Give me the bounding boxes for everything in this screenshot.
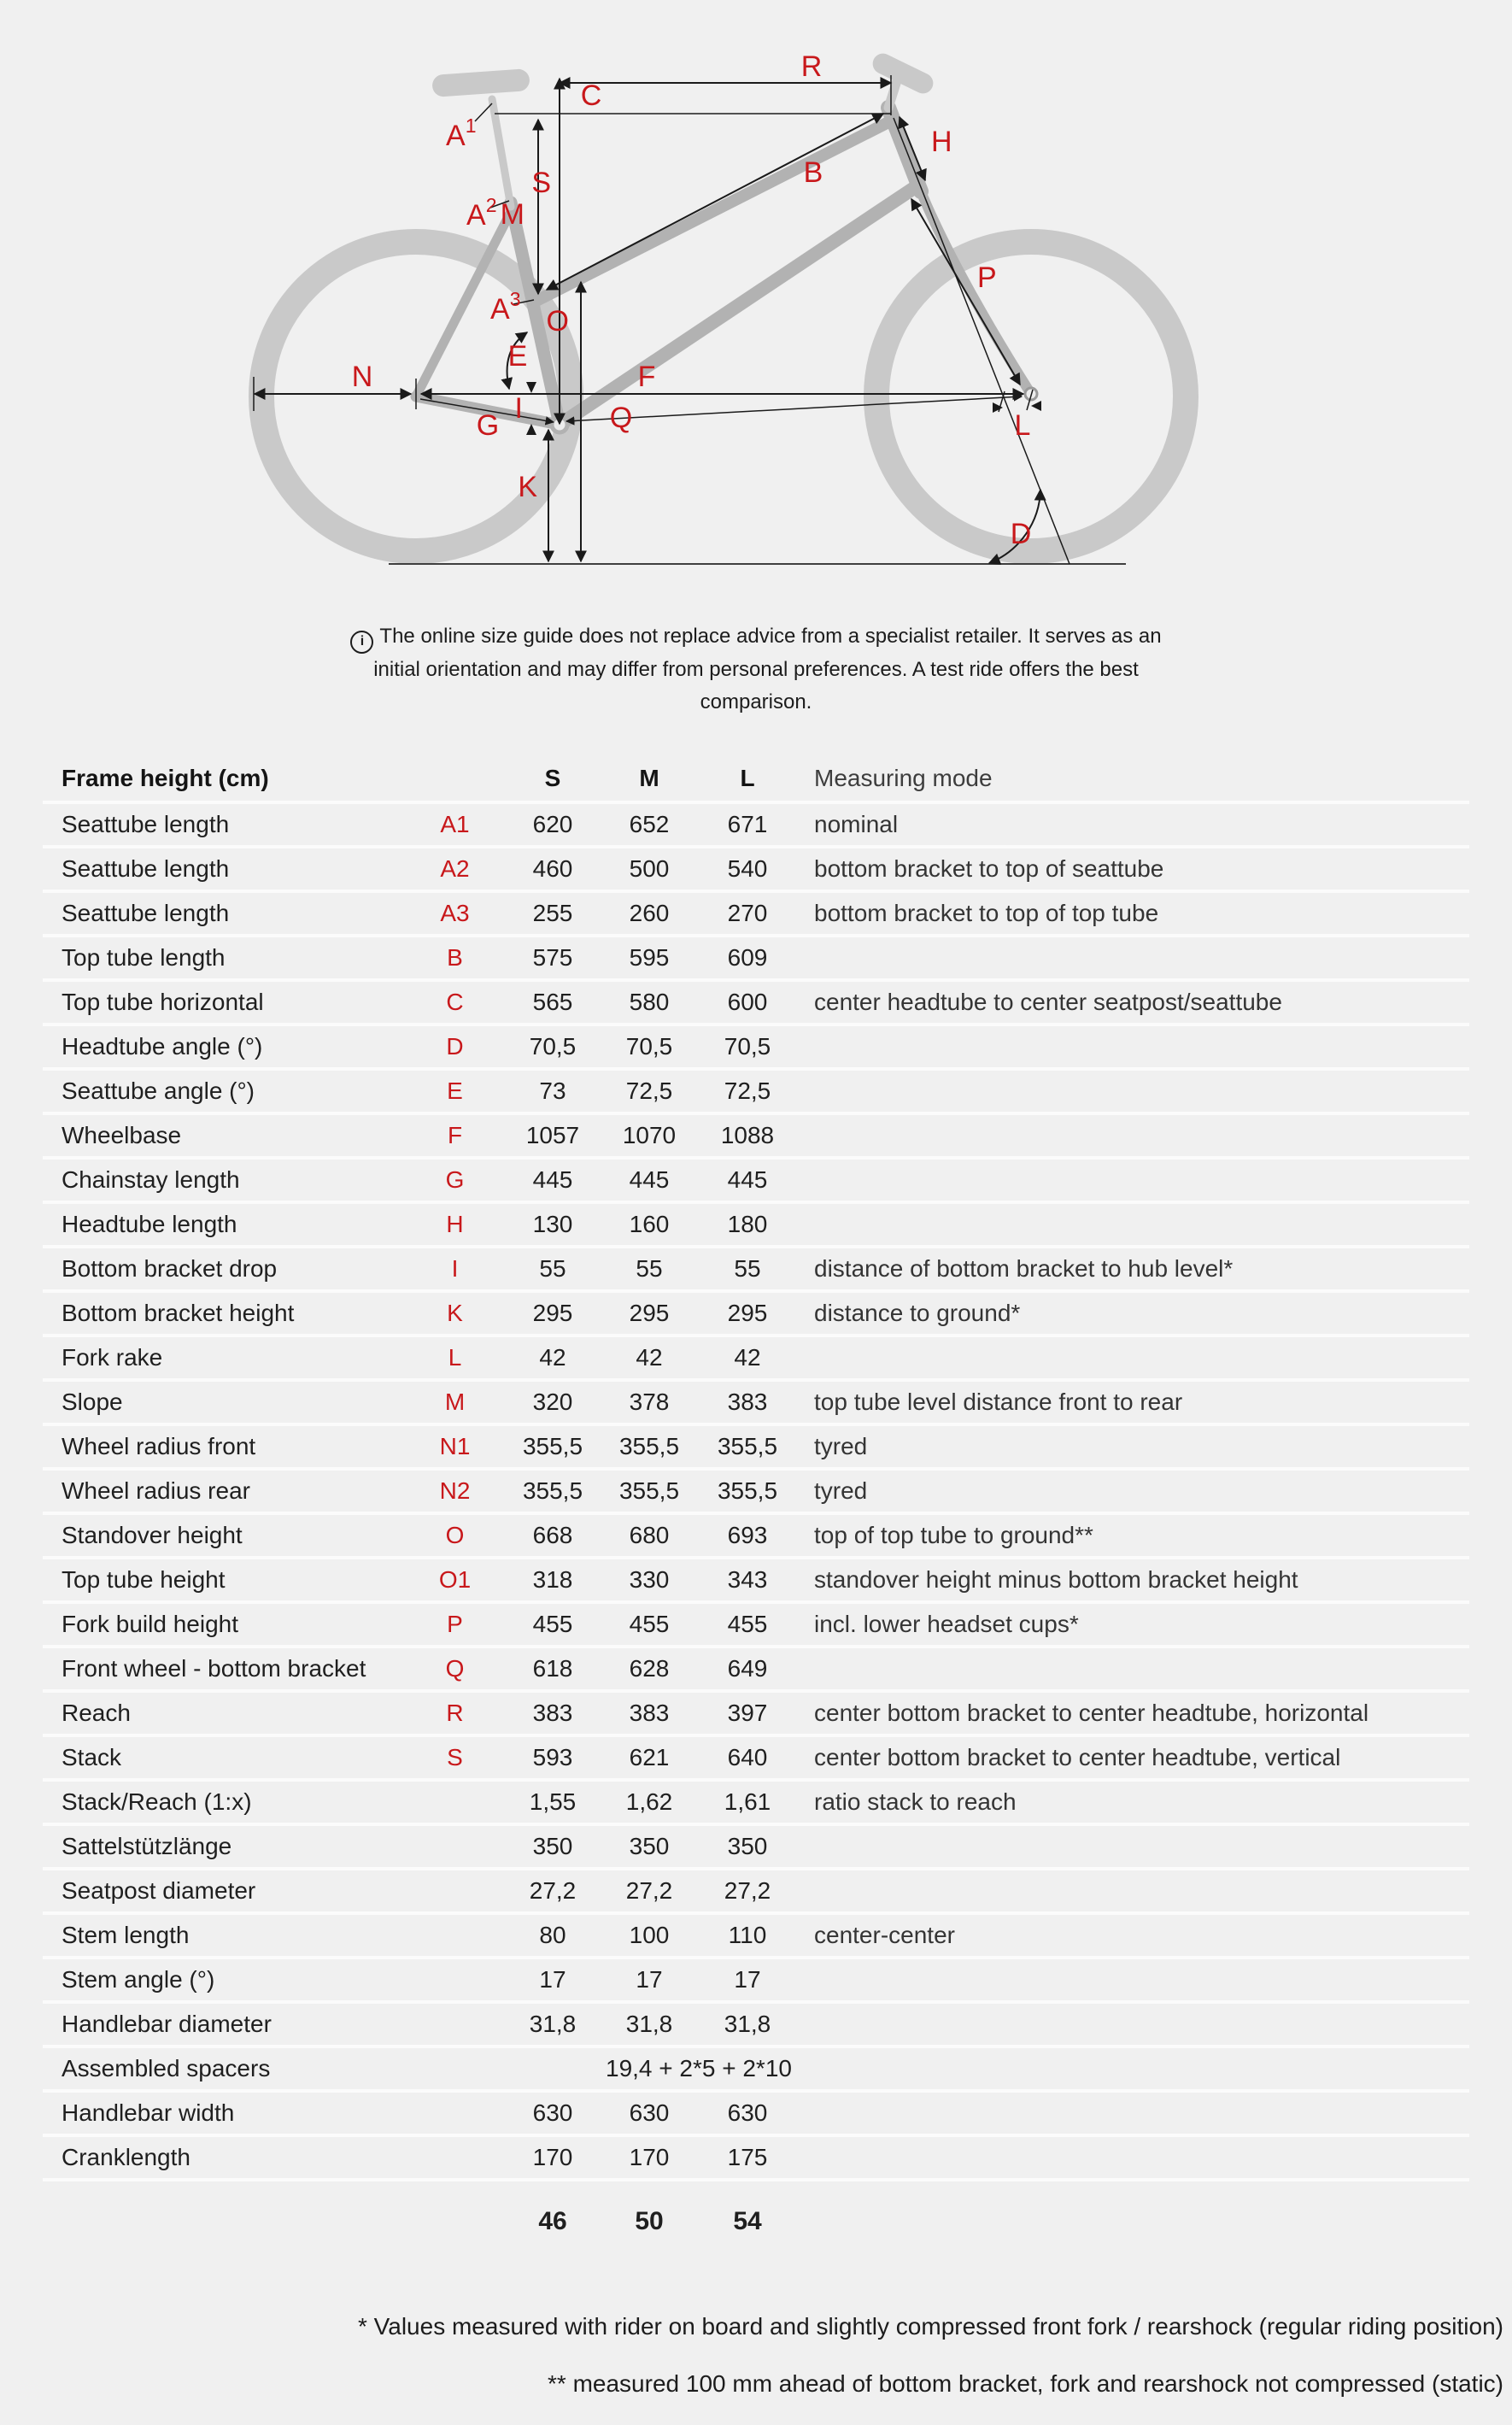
- row-value-m: 355,5: [618, 1477, 680, 1504]
- row-value-s: 17: [539, 1966, 566, 1993]
- row-value-l: 640: [727, 1744, 768, 1770]
- row-label: Front wheel - bottom bracket: [62, 1655, 366, 1682]
- row-label: Seattube length: [62, 855, 230, 882]
- seatpost: [492, 99, 511, 207]
- row-code: S: [447, 1744, 463, 1770]
- row-label: Bottom bracket height: [62, 1300, 295, 1326]
- row-code: B: [447, 944, 463, 971]
- row-label: Seattube angle (°): [62, 1077, 255, 1104]
- row-label: Top tube height: [62, 1566, 226, 1593]
- row-measuring-mode: center headtube to center seatpost/seattube: [814, 989, 1282, 1015]
- table-row: [43, 1426, 1469, 1471]
- row-value-l: 295: [727, 1300, 768, 1326]
- row-value-m: 628: [629, 1655, 670, 1682]
- row-value-m: 350: [629, 1833, 670, 1859]
- row-label: Top tube horizontal: [62, 989, 264, 1015]
- table-row: [43, 1248, 1469, 1293]
- row-value-l: 600: [727, 989, 768, 1015]
- row-code: A3: [440, 900, 470, 926]
- diagram-labels: [352, 50, 1032, 550]
- row-label: Stem length: [62, 1922, 190, 1948]
- row-value-l: 270: [727, 900, 768, 926]
- row-code: A2: [440, 855, 470, 882]
- row-code: O: [445, 1522, 465, 1548]
- diagram-label-a3: $A^3$: [490, 288, 521, 326]
- row-label: Wheel radius rear: [62, 1477, 250, 1504]
- table-row: [43, 1559, 1469, 1604]
- diagram-label-e: E: [507, 340, 528, 373]
- row-code: M: [444, 1389, 466, 1415]
- row-value-s: 355,5: [522, 1433, 583, 1459]
- diagram-label-d: D: [1010, 518, 1032, 550]
- table-row: [43, 1515, 1469, 1559]
- diagram-label-r: R: [800, 50, 823, 83]
- row-value-s: 80: [539, 1922, 566, 1948]
- row-code: F: [447, 1122, 463, 1148]
- row-value-l: 693: [727, 1522, 768, 1548]
- table-row: [43, 1959, 1469, 2004]
- row-measuring-mode: top tube level distance front to rear: [814, 1389, 1183, 1415]
- row-code: R: [446, 1700, 464, 1726]
- row-value-m: 455: [629, 1611, 670, 1637]
- row-value-m: 160: [629, 1211, 670, 1237]
- geometry-table: [43, 756, 1469, 2248]
- table-row: [43, 1915, 1469, 1959]
- row-label: Reach: [62, 1700, 131, 1726]
- row-value-s: 383: [532, 1700, 573, 1726]
- row-value-s: 170: [532, 2144, 573, 2170]
- diagram-label-o: O: [546, 305, 569, 338]
- row-label: Chainstay length: [62, 1166, 240, 1193]
- table-row: [43, 1782, 1469, 1826]
- row-value-m: 170: [629, 2144, 670, 2170]
- table-row: [43, 1204, 1469, 1248]
- header-size-m: M: [639, 765, 659, 791]
- row-measuring-mode: ratio stack to reach: [814, 1788, 1017, 1815]
- row-value-m: 355,5: [618, 1433, 680, 1459]
- row-value-s: 350: [532, 1833, 573, 1859]
- table-row: [43, 804, 1469, 848]
- row-value-l: 355,5: [717, 1433, 778, 1459]
- dim-i-arrow-down: [526, 382, 536, 393]
- table-row: [43, 1337, 1469, 1382]
- row-measuring-mode: standover height minus bottom bracket height: [814, 1566, 1298, 1593]
- info-note: [329, 620, 1183, 719]
- row-value-l: 72,5: [724, 1077, 771, 1104]
- row-label: Wheelbase: [62, 1122, 182, 1148]
- row-value-m: 680: [629, 1522, 670, 1548]
- row-code: C: [446, 989, 464, 1015]
- row-measuring-mode: incl. lower headset cups*: [814, 1611, 1079, 1637]
- footer-size-l: 54: [733, 2207, 762, 2235]
- footnotes: [0, 2298, 1512, 2412]
- diagram-label-i: I: [514, 392, 523, 425]
- row-value-l: 17: [734, 1966, 761, 1993]
- row-value-s: 42: [539, 1344, 566, 1371]
- diagram-label-q: Q: [609, 402, 633, 434]
- table-row: [43, 848, 1469, 893]
- table-row: [43, 1160, 1469, 1204]
- row-measuring-mode: top of top tube to ground**: [814, 1522, 1093, 1548]
- row-value-m: 595: [629, 944, 670, 971]
- row-measuring-mode: tyred: [814, 1433, 868, 1459]
- row-code: N1: [439, 1433, 471, 1459]
- diagram-label-c: C: [580, 79, 602, 112]
- row-value-l: 31,8: [724, 2011, 771, 2037]
- row-value-s: 620: [532, 811, 573, 837]
- row-value-l: 55: [734, 1255, 761, 1282]
- table-row: [43, 937, 1469, 982]
- dim-l-arrow-left: [1031, 401, 1041, 411]
- row-value-l: 70,5: [724, 1033, 771, 1060]
- row-value-l: 1088: [720, 1122, 775, 1148]
- row-value-m: 621: [629, 1744, 670, 1770]
- table-row: [43, 1604, 1469, 1648]
- row-value-l: 397: [727, 1700, 768, 1726]
- table-row: [43, 1737, 1469, 1782]
- header-size-s: S: [544, 765, 561, 791]
- row-value-s: 295: [532, 1300, 573, 1326]
- row-value-s: 618: [532, 1655, 573, 1682]
- row-label: Handlebar diameter: [62, 2011, 272, 2037]
- row-value-l: 27,2: [724, 1877, 771, 1904]
- header-size-l: L: [740, 765, 755, 791]
- footnote-1: * Values measured with rider on board and slightly compressed front fork / rearshock (regular riding position): [357, 2313, 1503, 2340]
- row-value-s: 565: [532, 989, 573, 1015]
- row-code: I: [451, 1255, 459, 1282]
- row-value-l: 180: [727, 1211, 768, 1237]
- dim-q: [566, 396, 1022, 421]
- row-value-l: 445: [727, 1166, 768, 1193]
- row-value-m: 31,8: [625, 2011, 673, 2037]
- row-label: Sattelstützlänge: [62, 1833, 232, 1859]
- row-label: Fork build height: [62, 1611, 239, 1637]
- row-label: Standover height: [62, 1522, 243, 1548]
- row-value-l: 649: [727, 1655, 768, 1682]
- table-row: [43, 2093, 1469, 2137]
- row-label: Top tube length: [62, 944, 226, 971]
- row-value-s: 55: [539, 1255, 566, 1282]
- row-value-m: 445: [629, 1166, 670, 1193]
- table-row: [43, 1026, 1469, 1071]
- header-measuring-mode: Measuring mode: [814, 765, 993, 791]
- row-label: Stack/Reach (1:x): [62, 1788, 252, 1815]
- row-value-m: 72,5: [625, 1077, 673, 1104]
- row-label: Cranklength: [62, 2144, 190, 2170]
- row-value-s: 255: [532, 900, 573, 926]
- row-value-m: 42: [636, 1344, 663, 1371]
- table-row: [43, 2137, 1469, 2181]
- row-value-m: 19,4 + 2*5 + 2*10: [606, 2055, 792, 2082]
- row-value-l: 671: [727, 811, 768, 837]
- diagram-label-l: L: [1014, 409, 1031, 442]
- footer-size-s: 46: [538, 2207, 567, 2235]
- diagram-label-p: P: [977, 261, 997, 294]
- row-value-m: 580: [629, 989, 670, 1015]
- row-label: Slope: [62, 1389, 123, 1415]
- table-footer-row: [43, 2195, 1469, 2248]
- row-value-m: 652: [629, 811, 670, 837]
- row-value-s: 1057: [525, 1122, 580, 1148]
- row-value-m: 55: [636, 1255, 663, 1282]
- row-value-m: 260: [629, 900, 670, 926]
- table-row: [43, 1293, 1469, 1337]
- row-value-m: 70,5: [625, 1033, 673, 1060]
- row-code: D: [446, 1033, 464, 1060]
- row-value-s: 455: [532, 1611, 573, 1637]
- row-code: P: [447, 1611, 463, 1637]
- row-code: H: [446, 1211, 464, 1237]
- row-value-l: 383: [727, 1389, 768, 1415]
- row-value-m: 100: [629, 1922, 670, 1948]
- row-value-m: 17: [636, 1966, 663, 1993]
- diagram-label-a2: $A^2$: [466, 194, 497, 232]
- row-value-s: 445: [532, 1166, 573, 1193]
- row-code: A1: [440, 811, 470, 837]
- row-code: L: [448, 1344, 462, 1371]
- table-row: [43, 2004, 1469, 2048]
- table-row: [43, 1382, 1469, 1426]
- row-value-s: 1,55: [529, 1788, 577, 1815]
- row-measuring-mode: distance of bottom bracket to hub level*: [814, 1255, 1234, 1282]
- info-icon: i: [350, 631, 373, 654]
- row-code: N2: [439, 1477, 471, 1504]
- row-value-s: 73: [539, 1077, 566, 1104]
- row-measuring-mode: tyred: [814, 1477, 868, 1504]
- row-value-s: 668: [532, 1522, 573, 1548]
- diagram-label-k: K: [518, 471, 537, 503]
- diagram-label-g: G: [476, 409, 500, 442]
- row-value-s: 70,5: [529, 1033, 577, 1060]
- row-value-m: 295: [629, 1300, 670, 1326]
- bike-geometry-diagram: [0, 0, 1512, 598]
- row-value-l: 42: [734, 1344, 761, 1371]
- row-measuring-mode: bottom bracket to top of seattube: [814, 855, 1164, 882]
- row-value-l: 1,61: [724, 1788, 771, 1815]
- table-row: [43, 1471, 1469, 1515]
- row-value-s: 575: [532, 944, 573, 971]
- row-label: Assembled spacers: [62, 2055, 271, 2082]
- table-row: [43, 1071, 1469, 1115]
- table-title: Frame height (cm): [62, 765, 269, 791]
- table-row: [43, 1826, 1469, 1870]
- saddle: [431, 68, 530, 97]
- table-row: [43, 1115, 1469, 1160]
- row-code: K: [447, 1300, 463, 1326]
- row-label: Seattube length: [62, 811, 230, 837]
- row-value-s: 460: [532, 855, 573, 882]
- row-value-s: 27,2: [529, 1877, 577, 1904]
- row-label: Bottom bracket drop: [62, 1255, 278, 1282]
- table-row: [43, 982, 1469, 1026]
- table-body: [43, 804, 1469, 2181]
- table-row: [43, 1648, 1469, 1693]
- row-value-m: 1070: [622, 1122, 677, 1148]
- row-label: Seatpost diameter: [62, 1877, 256, 1904]
- row-label: Stack: [62, 1744, 122, 1770]
- diagram-label-b: B: [803, 156, 823, 189]
- row-value-s: 630: [532, 2099, 573, 2126]
- handlebar-grip: [870, 50, 937, 97]
- row-label: Wheel radius front: [62, 1433, 256, 1459]
- row-code: Q: [445, 1655, 465, 1682]
- diagram-label-a1: $A^1$: [446, 114, 477, 152]
- diagram-label-f: F: [637, 361, 656, 393]
- row-value-l: 540: [727, 855, 768, 882]
- row-value-s: 355,5: [522, 1477, 583, 1504]
- footnote-2: ** measured 100 mm ahead of bottom bracket, fork and rearshock not compressed (static): [548, 2370, 1503, 2397]
- row-label: Handlebar width: [62, 2099, 235, 2126]
- row-label: Fork rake: [62, 1344, 163, 1371]
- row-value-m: 27,2: [625, 1877, 673, 1904]
- table-row: [43, 1870, 1469, 1915]
- row-value-l: 110: [728, 1922, 767, 1948]
- footer-size-m: 50: [635, 2207, 664, 2235]
- dim-b: [547, 114, 883, 290]
- diagram-label-s: S: [531, 167, 551, 199]
- row-code: O1: [438, 1566, 472, 1593]
- row-label: Headtube angle (°): [62, 1033, 263, 1060]
- row-value-l: 355,5: [717, 1477, 778, 1504]
- row-value-s: 593: [532, 1744, 573, 1770]
- row-value-m: 1,62: [625, 1788, 673, 1815]
- row-value-s: 130: [532, 1211, 573, 1237]
- row-measuring-mode: bottom bracket to top of top tube: [814, 900, 1159, 926]
- row-value-l: 175: [727, 2144, 768, 2170]
- diagram-label-h: H: [931, 126, 952, 158]
- row-measuring-mode: center bottom bracket to center headtube, horizontal: [814, 1700, 1369, 1726]
- row-measuring-mode: center-center: [814, 1922, 955, 1948]
- row-label: Seattube length: [62, 900, 230, 926]
- diagram-label-n: N: [351, 361, 373, 393]
- row-value-l: 350: [727, 1833, 768, 1859]
- row-value-s: 31,8: [529, 2011, 577, 2037]
- callout-a1: [475, 103, 492, 121]
- row-measuring-mode: center bottom bracket to center headtube, vertical: [814, 1744, 1341, 1770]
- table-row: [43, 2048, 1469, 2093]
- table-row: [43, 893, 1469, 937]
- row-value-m: 500: [629, 855, 670, 882]
- bike-geometry-svg: [0, 0, 1512, 598]
- row-value-l: 630: [727, 2099, 768, 2126]
- row-value-m: 383: [629, 1700, 670, 1726]
- row-label: Stem angle (°): [62, 1966, 215, 1993]
- row-value-l: 343: [727, 1566, 768, 1593]
- row-measuring-mode: distance to ground*: [814, 1300, 1021, 1326]
- diagram-label-m: M: [500, 198, 525, 231]
- row-value-l: 609: [727, 944, 768, 971]
- row-label: Headtube length: [62, 1211, 237, 1237]
- row-value-s: 318: [532, 1566, 573, 1593]
- table-row: [43, 1693, 1469, 1737]
- row-value-s: 320: [532, 1389, 573, 1415]
- row-value-m: 378: [629, 1389, 670, 1415]
- row-code: E: [447, 1077, 463, 1104]
- row-value-m: 330: [629, 1566, 670, 1593]
- row-value-l: 455: [727, 1611, 768, 1637]
- info-text: The online size guide does not replace advice from a specialist retailer. It serves as an initial orientation and may differ from personal preferences. A test ride offers the best comparison.: [373, 625, 1162, 713]
- table-header-row: [43, 756, 1469, 804]
- row-code: G: [445, 1166, 465, 1193]
- row-value-m: 630: [629, 2099, 670, 2126]
- row-measuring-mode: nominal: [814, 811, 899, 837]
